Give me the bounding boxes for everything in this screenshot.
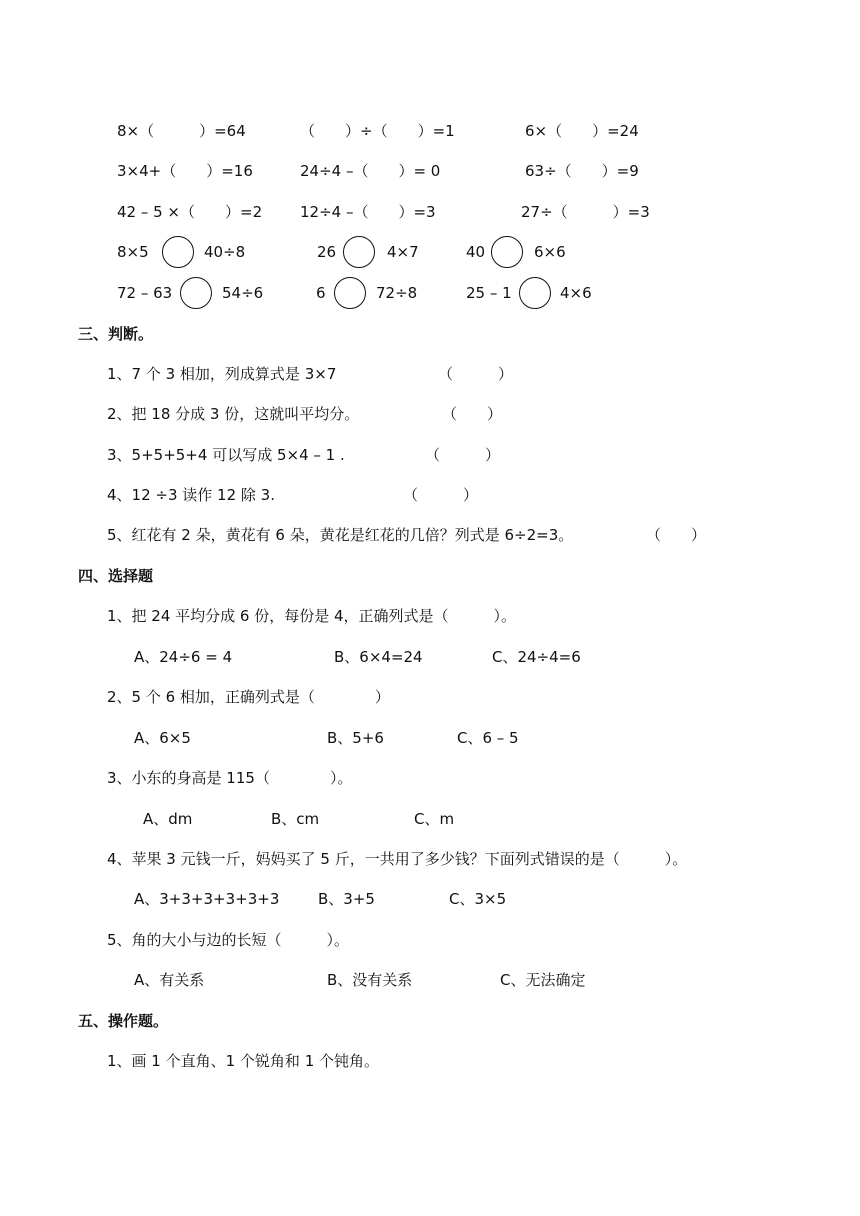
compare-circle bbox=[519, 277, 551, 309]
fill-blank-2-3: 63÷（ ）=9 bbox=[525, 162, 639, 180]
judge-item-5: 5、红花有 2 朵，黄花有 6 朵，黄花是红花的几倍？列式是 6÷2=3。 bbox=[107, 526, 574, 544]
section-3-title: 三、判断。 bbox=[78, 325, 154, 343]
choice-option: B、5+6 bbox=[327, 729, 384, 747]
choice-question-1: 1、把 24 平均分成 6 份，每份是 4，正确列式是（ ）。 bbox=[107, 607, 517, 625]
section-4-title: 四、选择题 bbox=[78, 567, 154, 585]
compare-right: 72÷8 bbox=[376, 284, 418, 302]
choice-option: C、无法确定 bbox=[500, 971, 586, 989]
compare-circle bbox=[343, 236, 375, 268]
fill-blank-1-2: （ ）÷（ ）=1 bbox=[300, 122, 455, 140]
choice-option: C、3×5 bbox=[449, 890, 507, 908]
judge-item-3: 3、5+5+5+4 可以写成 5×4 – 1 . bbox=[107, 446, 345, 464]
choice-option: A、6×5 bbox=[134, 729, 191, 747]
operation-item-1: 1、画 1 个直角、1 个锐角和 1 个钝角。 bbox=[107, 1052, 380, 1070]
judge-item-4: 4、12 ÷3 读作 12 除 3. bbox=[107, 486, 275, 504]
fill-blank-2-1: 3×4+（ ）=16 bbox=[117, 162, 253, 180]
compare-left: 40 bbox=[466, 243, 486, 261]
compare-left: 72 – 63 bbox=[117, 284, 173, 302]
choice-question-3: 3、小东的身高是 115（ ）。 bbox=[107, 769, 353, 787]
fill-blank-1-1: 8×（ ）=64 bbox=[117, 122, 246, 140]
compare-circle bbox=[162, 236, 194, 268]
compare-circle bbox=[491, 236, 523, 268]
compare-right: 6×6 bbox=[534, 243, 566, 261]
judge-paren-2: （ ） bbox=[442, 405, 503, 423]
fill-blank-3-2: 12÷4 –（ ）=3 bbox=[300, 203, 436, 221]
compare-circle bbox=[180, 277, 212, 309]
choice-question-4: 4、苹果 3 元钱一斤，妈妈买了 5 斤，一共用了多少钱？下面列式错误的是（ ）。 bbox=[107, 850, 688, 868]
choice-question-2: 2、5 个 6 相加，正确列式是（ ） bbox=[107, 688, 390, 706]
choice-option: C、6 – 5 bbox=[457, 729, 519, 747]
choice-option: B、cm bbox=[271, 810, 320, 828]
compare-left: 26 bbox=[317, 243, 337, 261]
fill-blank-1-3: 6×（ ）=24 bbox=[525, 122, 639, 140]
choice-option: B、3+5 bbox=[318, 890, 375, 908]
compare-right: 4×6 bbox=[560, 284, 592, 302]
fill-blank-3-3: 27÷（ ）=3 bbox=[521, 203, 650, 221]
fill-blank-3-1: 42 – 5 ×（ ）=2 bbox=[117, 203, 263, 221]
fill-blank-2-2: 24÷4 –（ ）= 0 bbox=[300, 162, 441, 180]
compare-left: 8×5 bbox=[117, 243, 149, 261]
compare-right: 40÷8 bbox=[204, 243, 246, 261]
compare-left: 25 – 1 bbox=[466, 284, 512, 302]
judge-item-2: 2、把 18 分成 3 份，这就叫平均分。 bbox=[107, 405, 360, 423]
section-5-title: 五、操作题。 bbox=[78, 1012, 169, 1030]
judge-paren-1: （ ） bbox=[438, 365, 514, 383]
compare-circle bbox=[334, 277, 366, 309]
choice-option: A、3+3+3+3+3+3 bbox=[134, 890, 280, 908]
judge-paren-5: （ ） bbox=[646, 526, 707, 544]
compare-right: 4×7 bbox=[387, 243, 419, 261]
judge-paren-4: （ ） bbox=[403, 486, 479, 504]
judge-item-1: 1、7 个 3 相加，列成算式是 3×7 bbox=[107, 365, 337, 383]
choice-question-5: 5、角的大小与边的长短（ ）。 bbox=[107, 931, 350, 949]
choice-option: A、dm bbox=[143, 810, 193, 828]
compare-left: 6 bbox=[316, 284, 326, 302]
choice-option: B、6×4=24 bbox=[334, 648, 423, 666]
choice-option: A、24÷6 = 4 bbox=[134, 648, 233, 666]
choice-option: B、没有关系 bbox=[327, 971, 413, 989]
choice-option: C、24÷4=6 bbox=[492, 648, 581, 666]
choice-option: C、m bbox=[414, 810, 455, 828]
judge-paren-3: （ ） bbox=[425, 446, 501, 464]
choice-option: A、有关系 bbox=[134, 971, 205, 989]
compare-right: 54÷6 bbox=[222, 284, 264, 302]
